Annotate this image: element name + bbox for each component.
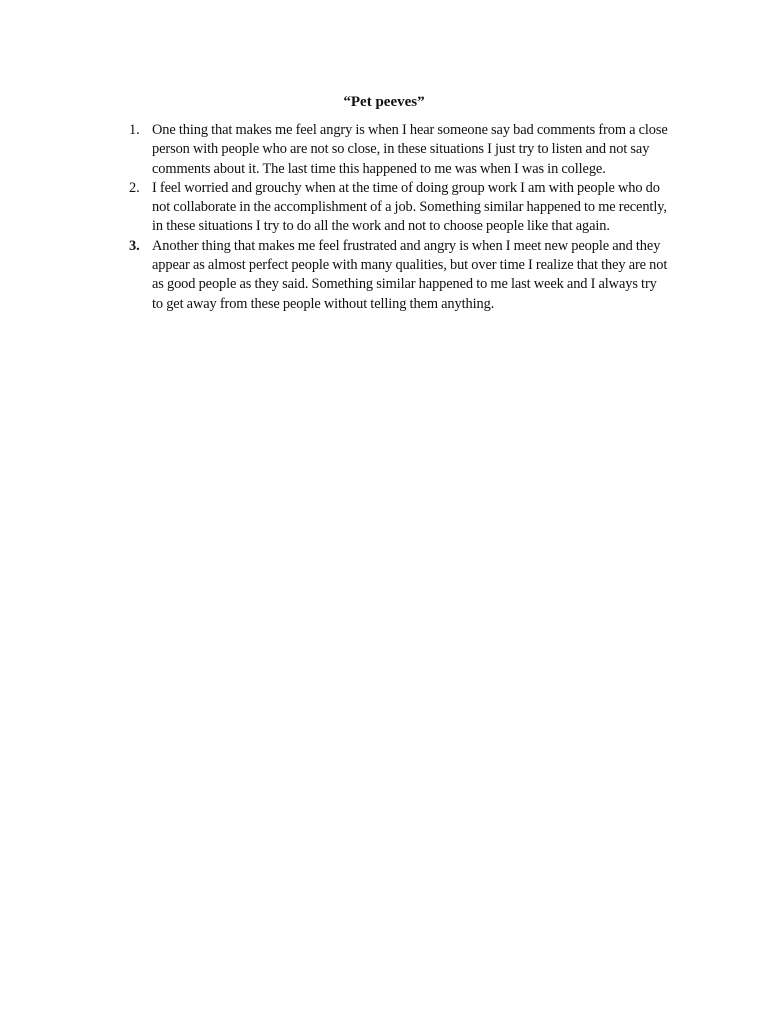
list-item-text: Another thing that makes me feel frustrated and angry is when I meet new people and they appear as almost perfect people with many qualities, but over time I realize that they are not as good people as they said. Something similar happened to me last week and I always try to get away from these people without telling them anything. [152, 237, 668, 312]
list-item [129, 237, 669, 314]
list-item [129, 121, 669, 179]
list-item-text: One thing that makes me feel angry is when I hear someone say bad comments from a close person with people who are not so close, in these situations I just try to listen and not say comments about it. The last time this happened to me was when I was in college. [152, 122, 668, 177]
list-item-number: 2. [129, 179, 140, 196]
document-title: “Pet peeves” [343, 94, 425, 110]
list-item-number: 1. [129, 122, 140, 138]
list-item-text: I feel worried and grouchy when at the time of doing group work I am with people who do not collaborate in the accomplishment of a job. Something similar happened to me recently, in these situations I try to do all the work and not to choose people like that again. [152, 179, 667, 235]
list-item-number: 3. [129, 237, 140, 254]
list-item [129, 179, 669, 237]
pet-peeves-list [129, 121, 669, 314]
